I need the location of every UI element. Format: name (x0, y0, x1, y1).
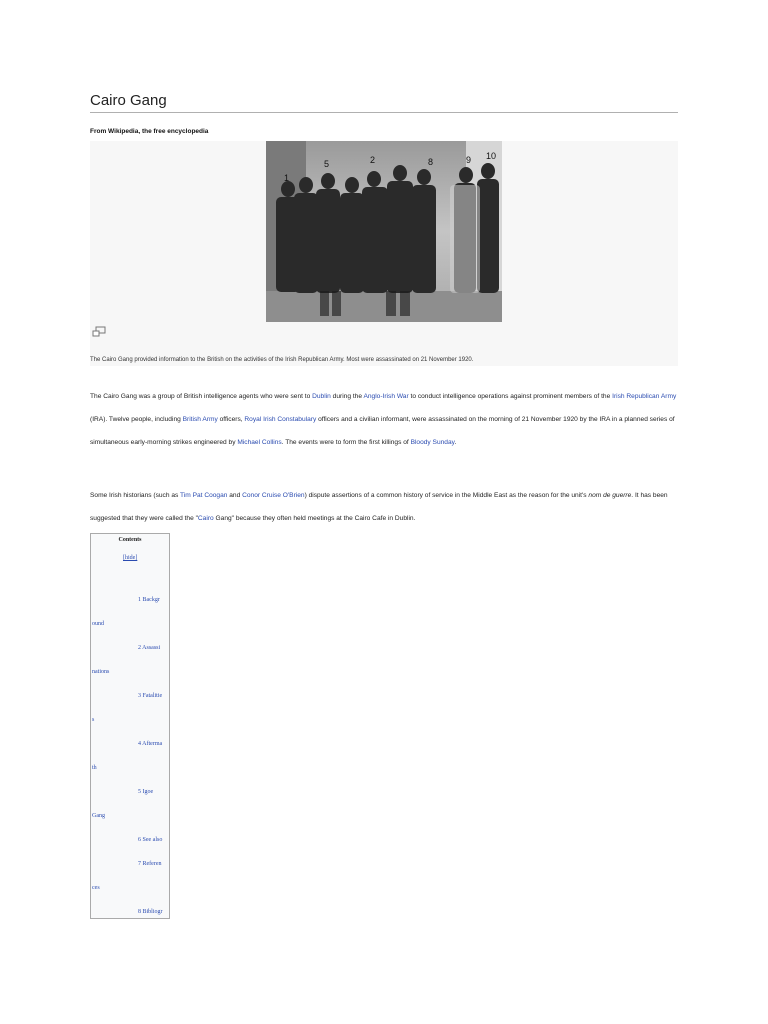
text: officers and a civilian informant, were assassinated on the morning of 21 November 1920 by the IRA in a planned series of simultaneous early-morning strikes engineered by (90, 416, 675, 446)
toc-item-label: Gang (92, 813, 105, 819)
link-tim-pat-coogan[interactable]: Tim Pat Coogan (180, 492, 228, 499)
photo-number: 1 (284, 173, 290, 183)
toc-item-label: 1 Backgr (138, 597, 160, 603)
text: (IRA). Twelve people, including (90, 416, 183, 423)
toc-item[interactable] (91, 588, 169, 636)
group-photo[interactable] (266, 141, 502, 322)
photo-number: 9 (466, 155, 472, 165)
toc-item[interactable] (91, 900, 169, 924)
text: . It has been suggested that they were called the " (90, 492, 668, 522)
link-ric[interactable]: Royal Irish Constabulary (244, 416, 317, 423)
text: during the (330, 393, 364, 400)
table-of-contents (90, 533, 170, 919)
text: and (227, 492, 243, 499)
toc-item[interactable] (91, 684, 169, 732)
toc-item-label: ces (92, 885, 100, 891)
toc-item[interactable] (91, 852, 169, 900)
text: to conduct intelligence operations against prominent members of the (408, 393, 613, 400)
enlarge-icon[interactable] (92, 325, 106, 337)
toc-item-label: nations (92, 669, 110, 675)
text: The Cairo Gang was a group of British intelligence agents who were sent to (90, 393, 313, 400)
link-cairo[interactable]: Cairo (197, 515, 214, 522)
toc-item[interactable] (91, 636, 169, 684)
photo-number: 2 (370, 155, 376, 165)
toc-item[interactable] (91, 828, 169, 852)
link-conor-cruise-obrien[interactable]: Conor Cruise O'Brien (242, 492, 305, 499)
page-title: Cairo Gang (90, 92, 678, 113)
link-michael-collins[interactable]: Michael Collins (237, 439, 282, 446)
text: officers, (217, 416, 245, 423)
intro-paragraph (90, 385, 680, 454)
toc-title: Contents (118, 537, 142, 543)
tagline: From Wikipedia, the free encyclopedia (90, 128, 209, 135)
photo-number: 8 (428, 157, 434, 167)
photo-number: 5 (324, 159, 330, 169)
toc-hide-link[interactable]: [hide] (123, 555, 138, 561)
link-anglo-irish-war[interactable]: Anglo-Irish War (363, 393, 409, 400)
photo-number: 10 (486, 151, 497, 161)
toc-item-label: 2 Assassi (138, 645, 161, 651)
link-british-army[interactable]: British Army (182, 416, 218, 423)
toc-item-label: ound (92, 621, 104, 627)
text: Gang" because they often held meetings at the Cairo Cafe in Dublin. (213, 515, 416, 522)
figure-box (90, 141, 678, 366)
text: . (454, 439, 457, 446)
text: ) dispute assertions of a common history of service in the Middle East as the reason for the unit's (304, 492, 589, 499)
text: Some Irish historians (such as (90, 492, 181, 499)
toc-item[interactable] (91, 732, 169, 780)
toc-item[interactable] (91, 780, 169, 828)
toc-item-label: 4 Afterma (138, 741, 163, 747)
toc-item-label: 6 See also (138, 837, 163, 843)
text: . The events were to form the first killings of (281, 439, 411, 446)
link-ira[interactable]: Irish Republican Army (612, 393, 677, 400)
photo-image (266, 141, 502, 322)
toc-item-label: 5 Igoe (138, 789, 154, 795)
toc-item-label: 7 Referen (138, 861, 162, 867)
toc-item-label: s (92, 717, 95, 723)
toc-item-label: 8 Bibliogr (138, 909, 163, 915)
italic-text: nom de guerre (588, 492, 632, 499)
link-dublin[interactable]: Dublin (312, 393, 331, 400)
toc-item-label: th (92, 765, 97, 771)
toc-item-label: 3 Fatalitie (138, 693, 163, 699)
link-bloody-sunday[interactable]: Bloody Sunday (410, 439, 455, 446)
figure-caption: The Cairo Gang provided information to the British on the activities of the Irish Republican Army. Most were assassinated on 21 November 1920. (90, 357, 474, 363)
second-paragraph (90, 484, 680, 530)
